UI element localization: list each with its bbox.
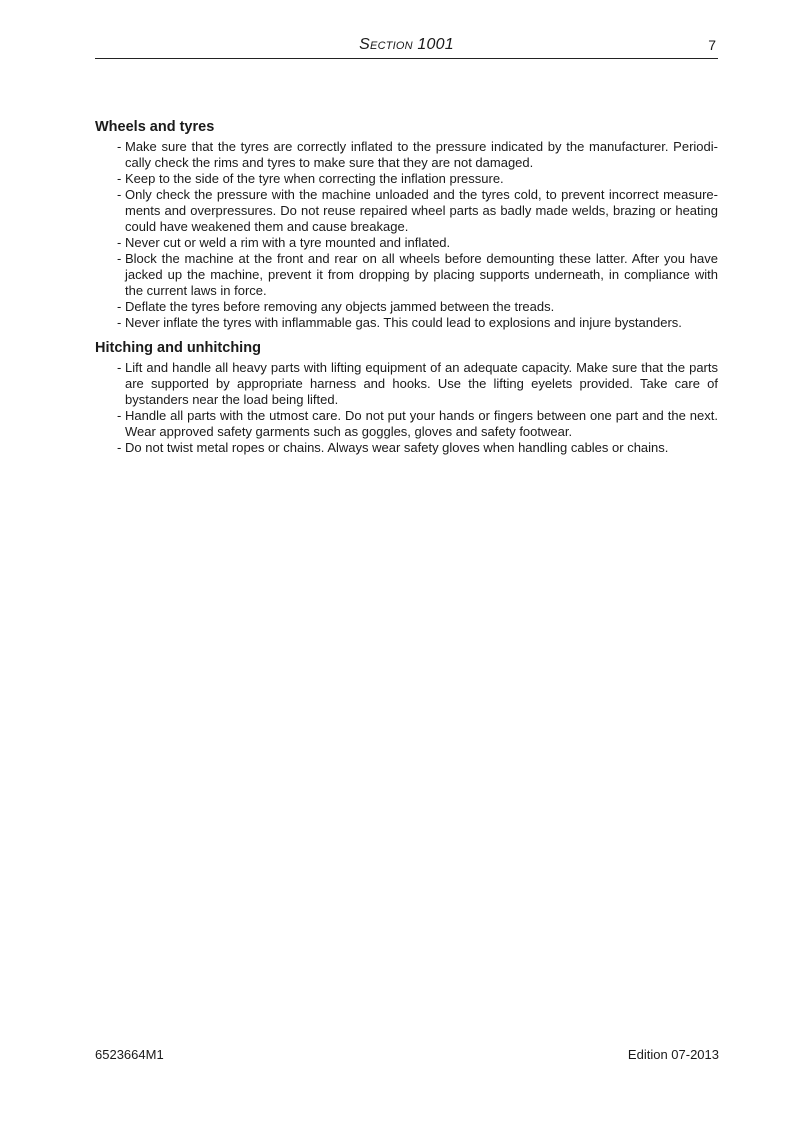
section-heading: Wheels and tyres [95, 119, 215, 135]
page-number: 7 [708, 37, 716, 53]
list-item-text: Do not twist metal ropes or chains. Always wear safety gloves when handling cables or chains. [125, 440, 669, 455]
list-item [95, 171, 718, 187]
list-item-text: Keep to the side of the tyre when correcting the inflation pressure. [125, 171, 504, 186]
bullet-list [95, 360, 718, 456]
dash-bullet: - [117, 171, 122, 186]
dash-bullet: - [117, 440, 122, 455]
list-item [95, 360, 718, 408]
dash-bullet: - [117, 315, 122, 330]
dash-bullet: - [117, 235, 122, 250]
list-item [95, 315, 718, 331]
list-item-text: Block the machine at the front and rear on all wheels before demounting these latter. After you have jacked up the machine, prevent it from dropping by placing supports underneath, in compliance with the current laws in force. [125, 251, 718, 298]
section-title: Section 1001 [359, 36, 454, 53]
dash-bullet: - [117, 139, 122, 154]
dash-bullet: - [117, 408, 122, 423]
list-item-text: Lift and handle all heavy parts with lifting equipment of an adequate capacity. Make sure that the parts are supported by appropriate harness and hooks. Use the lifting eyelets provided. Take care of bystanders near the load being lifted. [125, 360, 718, 407]
section-wheels-and-tyres [95, 118, 718, 331]
list-item [95, 299, 718, 315]
list-item-text: Deflate the tyres before removing any objects jammed between the treads. [125, 299, 555, 314]
list-item [95, 408, 718, 440]
list-item-text: Never inflate the tyres with inflammable gas. This could lead to explosions and injure bystanders. [125, 315, 682, 330]
section-hitching-and-unhitching [95, 339, 718, 456]
list-item-text: Never cut or weld a rim with a tyre mounted and inflated. [125, 235, 451, 250]
dash-bullet: - [117, 360, 122, 375]
document-body [95, 118, 718, 464]
list-item-text: Only check the pressure with the machine unloaded and the tyres cold, to prevent incorrect measurements and overpressures. Do not reuse repaired wheel parts as badly made welds, brazing or heating could have weakened them and cause breakage. [125, 187, 718, 234]
list-item [95, 139, 718, 171]
dash-bullet: - [117, 299, 122, 314]
list-item-text: Handle all parts with the utmost care. Do not put your hands or fingers between one part and the next. Wear approved safety garments such as goggles, gloves and safety footwear. [125, 408, 718, 439]
list-item [95, 440, 718, 456]
edition-label: Edition 07-2013 [627, 1047, 719, 1062]
list-item [95, 251, 718, 299]
bullet-list [95, 139, 718, 331]
dash-bullet: - [117, 187, 122, 202]
list-item [95, 187, 718, 235]
dash-bullet: - [117, 251, 122, 266]
document-code: 6523664M1 [95, 1047, 164, 1062]
list-item [95, 235, 718, 251]
list-item-text: Make sure that the tyres are correctly inflated to the pressure indicated by the manufacturer. Periodically check the rims and tyres to make sure that they are not damaged. [125, 139, 718, 170]
page-header [95, 36, 718, 59]
section-heading: Hitching and unhitching [95, 340, 261, 356]
